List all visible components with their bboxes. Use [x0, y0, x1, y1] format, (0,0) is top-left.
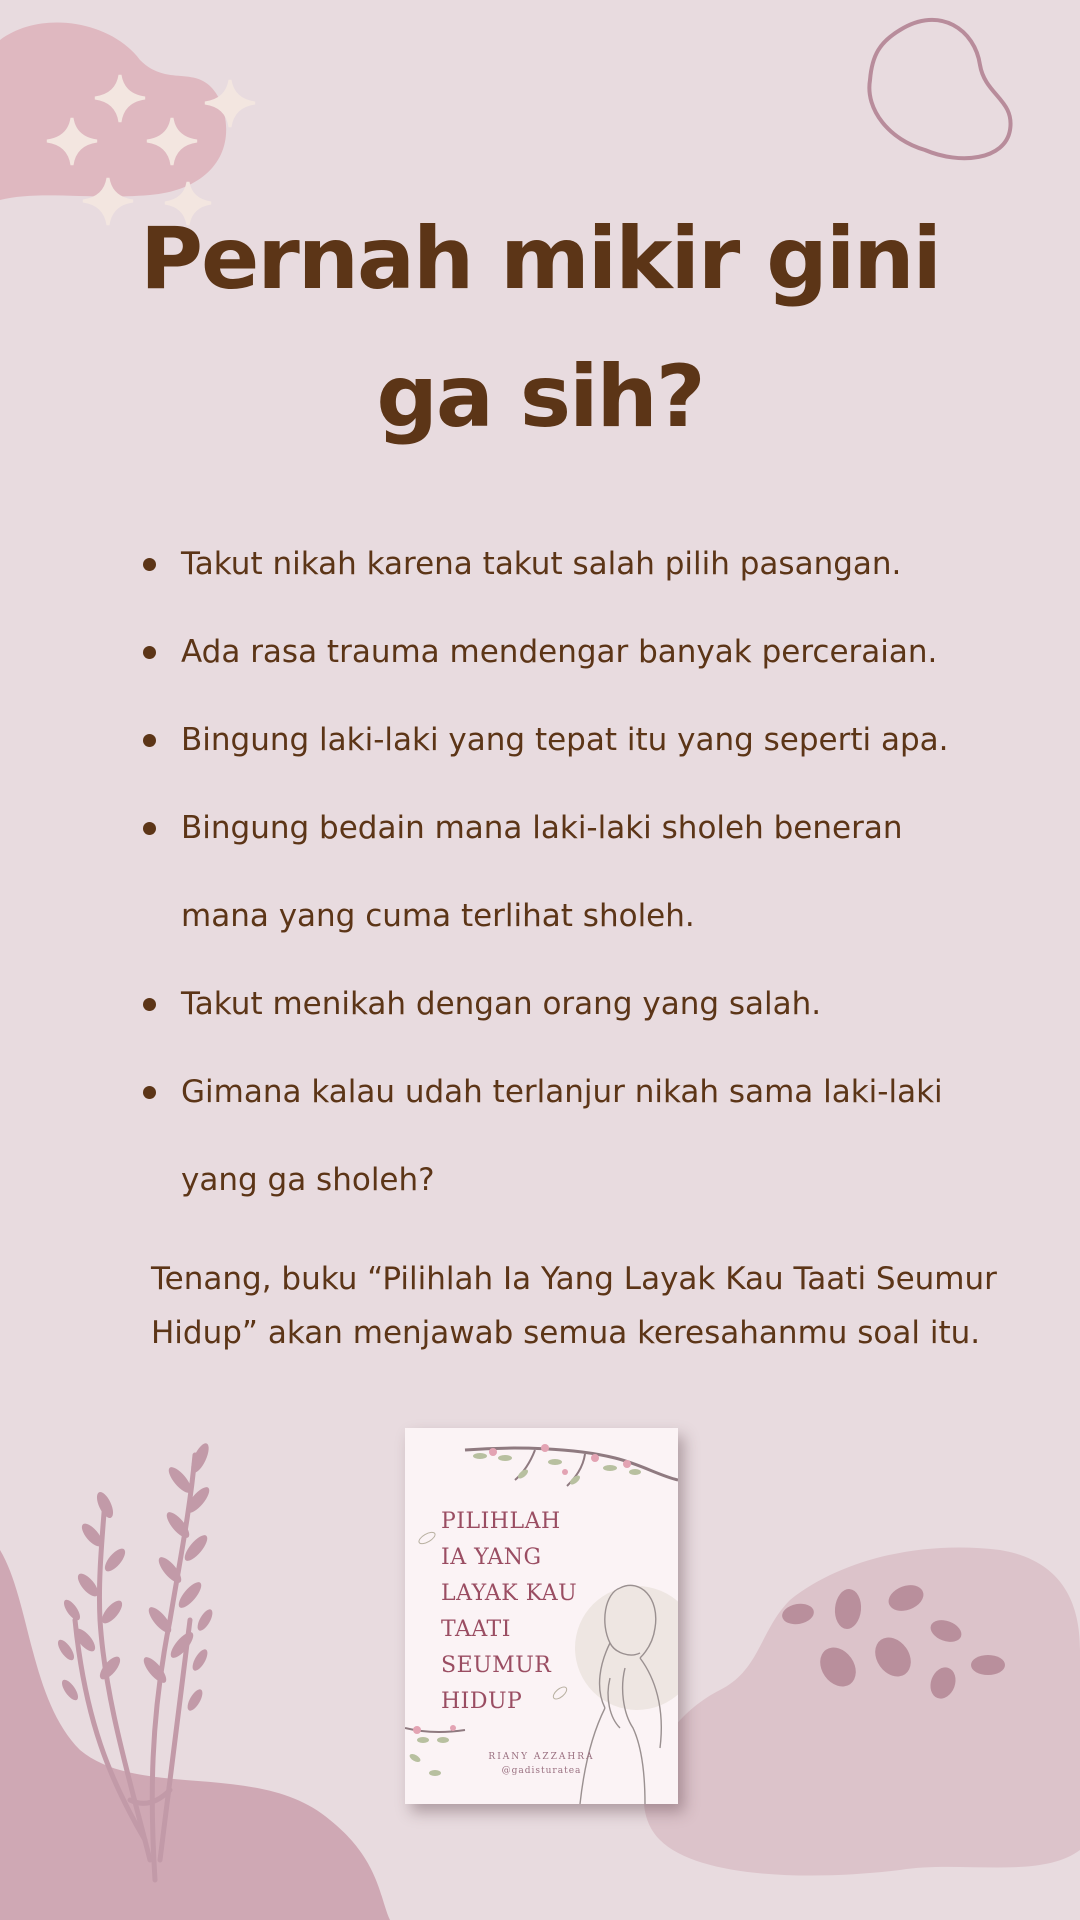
- book-cover: [405, 1428, 678, 1804]
- list-item: Takut nikah karena takut salah pilih pasangan.: [143, 520, 973, 608]
- list-item: Bingung bedain mana laki-laki sholeh beneran mana yang cuma terlihat sholeh.: [143, 784, 973, 960]
- list-item: Gimana kalau udah terlanjur nikah sama laki-laki yang ga sholeh?: [143, 1048, 973, 1224]
- list-item: Bingung laki-laki yang tepat itu yang seperti apa.: [143, 696, 973, 784]
- book-title: [441, 1504, 611, 1720]
- bottom-right-blob: [644, 1547, 1080, 1875]
- bottom-left-blob: [0, 1550, 390, 1920]
- book-title-line: HIDUP: [441, 1689, 523, 1714]
- book-title-line: SEUMUR: [441, 1653, 552, 1678]
- question-list: [143, 520, 973, 1224]
- list-item: Ada rasa trauma mendengar banyak perceraian.: [143, 608, 973, 696]
- book-handle: @gadisturatea: [501, 1766, 582, 1776]
- list-item: Takut menikah dengan orang yang salah.: [143, 960, 973, 1048]
- closing-paragraph: Tenang, buku “Pilihlah Ia Yang Layak Kau Taati Seumur Hidup” akan menjawab semua keresahanmu soal itu.: [151, 1261, 997, 1351]
- book-title-line: LAYAK KAU: [441, 1581, 578, 1606]
- book-title-line: TAATI: [441, 1617, 511, 1642]
- top-left-blob: [0, 23, 226, 200]
- headline: [0, 190, 1080, 466]
- headline-line-2: ga sih?: [376, 347, 704, 447]
- book-title-line: IA YANG: [441, 1545, 542, 1570]
- headline-line-1: Pernah mikir gini: [139, 209, 941, 309]
- book-author: RIANY AZZAHRA: [488, 1752, 595, 1762]
- book-title-line: PILIHLAH: [441, 1509, 561, 1534]
- top-right-outline-blob: [869, 20, 1010, 158]
